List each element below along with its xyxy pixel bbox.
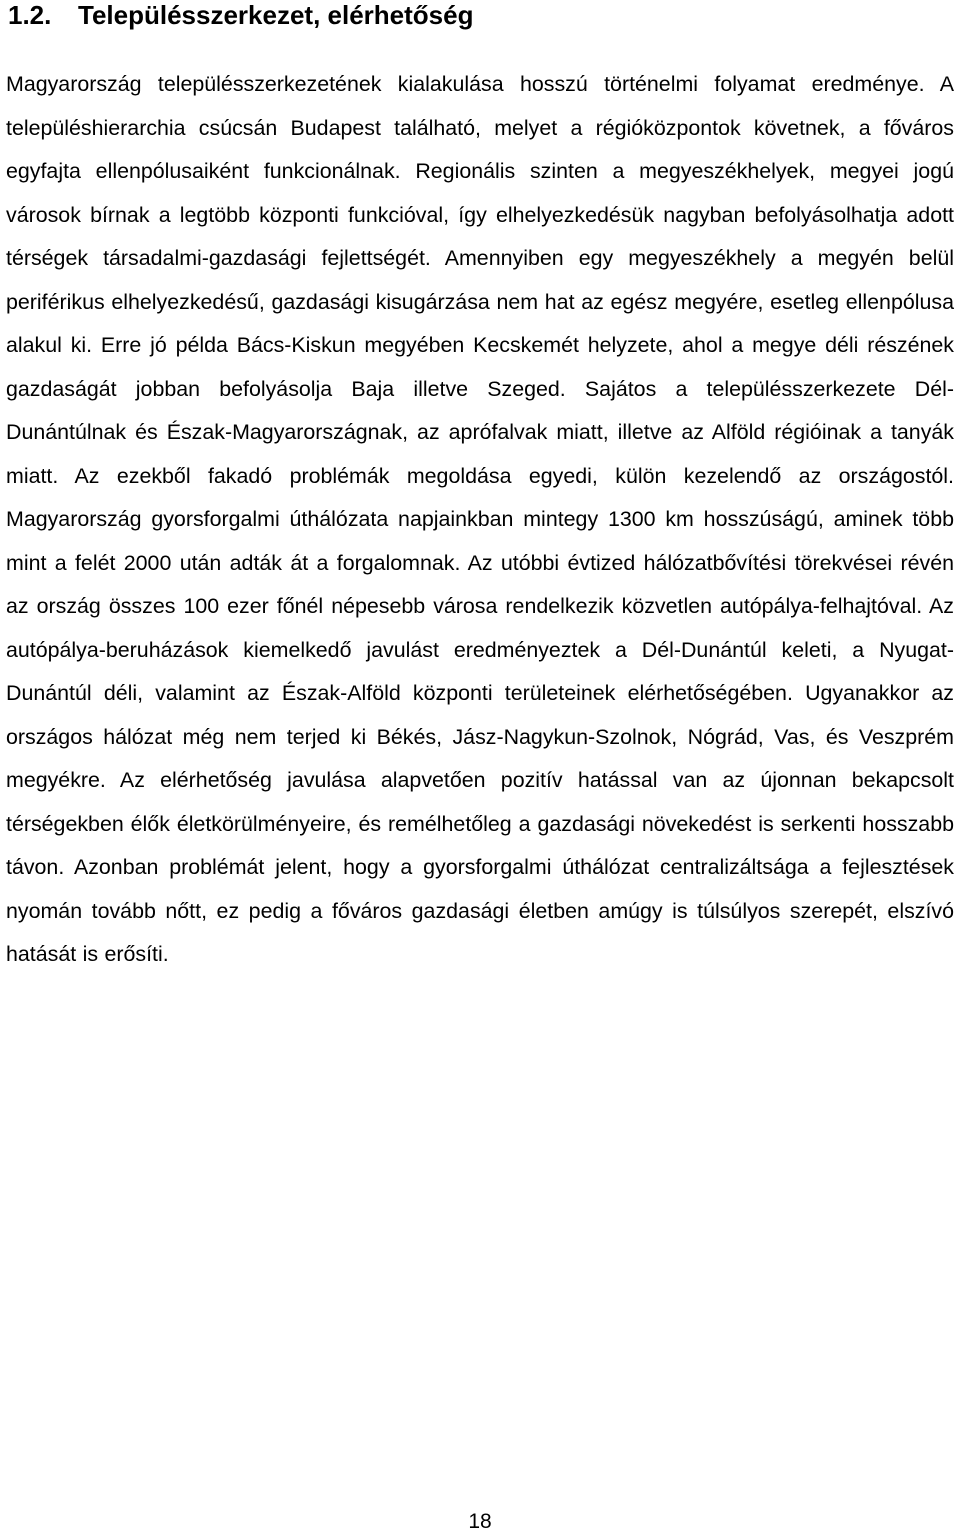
section-title: Településszerkezet, elérhetőség <box>78 0 474 30</box>
section-number: 1.2. <box>8 0 52 30</box>
page-number: 18 <box>468 1510 492 1533</box>
body-paragraph: Magyarország településszerkezetének kialakulása hosszú történelmi folyamat eredménye. A településhierarchia csúcsán Budapest található, melyet a régióközpontok követnek, a főváros egyfajta ellenpólusaiként funkcionálnak. Regionális szinten a megyeszékhelyek, megyei jogú városok bírnak a legtöbb központi funkcióval, így elhelyezkedésük nagyban befolyásolhatja adott térségek társadalmi-gazdasági fejlettségét. Amennyiben egy megyeszékhely a megyén belül periférikus elhelyezkedésű, gazdasági kisugárzása nem hat az egész megyére, esetleg ellenpólusa alakul ki. Erre jó példa Bács-Kiskun megyében Kecskemét helyzete, ahol a megye déli részének gazdaságát jobban befolyásolja Baja illetve Szeged. Sajátos a településszerkezete Dél-Dunántúlnak és Észak-Magyarországnak, az aprófalvak miatt, illetve az Alföld régióinak a tanyák miatt. Az ezekből fakadó problémák megoldása egyedi, külön kezelendő az országostól. Magyarország gyorsforgalmi úthálózata napjainkban mintegy 1300 km hosszúságú, aminek több mint a felét 2000 után adták át a forgalomnak. Az utóbbi évtized hálózatbővítési törekvései révén az ország összes 100 ezer főnél népesebb városa rendelkezik közvetlen autópálya-felhajtóval. Az autópálya-beruházások kiemelkedő javulást eredményeztek a Dél-Dunántúl keleti, a Nyugat-Dunántúl déli, valamint az Észak-Alföld központi területeinek elérhetőségében. Ugyanakkor az országos hálózat még nem terjed ki Békés, Jász-Nagykun-Szolnok, Nógrád, Vas, és Veszprém megyékre. Az elérhetőség javulása alapvetően pozitív hatással van az újonnan bekapcsolt térségekben élők életkörülményeire, és remélhetőleg a gazdasági növekedést is serkenti hosszabb távon. Azonban problémát jelent, hogy a gyorsforgalmi úthálózat centralizáltsága a fejlesztések nyomán tovább nőtt, ez pedig a főváros gazdasági életben amúgy is túlsúlyos szerepét, elszívó hatását is erősíti. <box>6 72 954 966</box>
section-heading <box>8 0 473 32</box>
